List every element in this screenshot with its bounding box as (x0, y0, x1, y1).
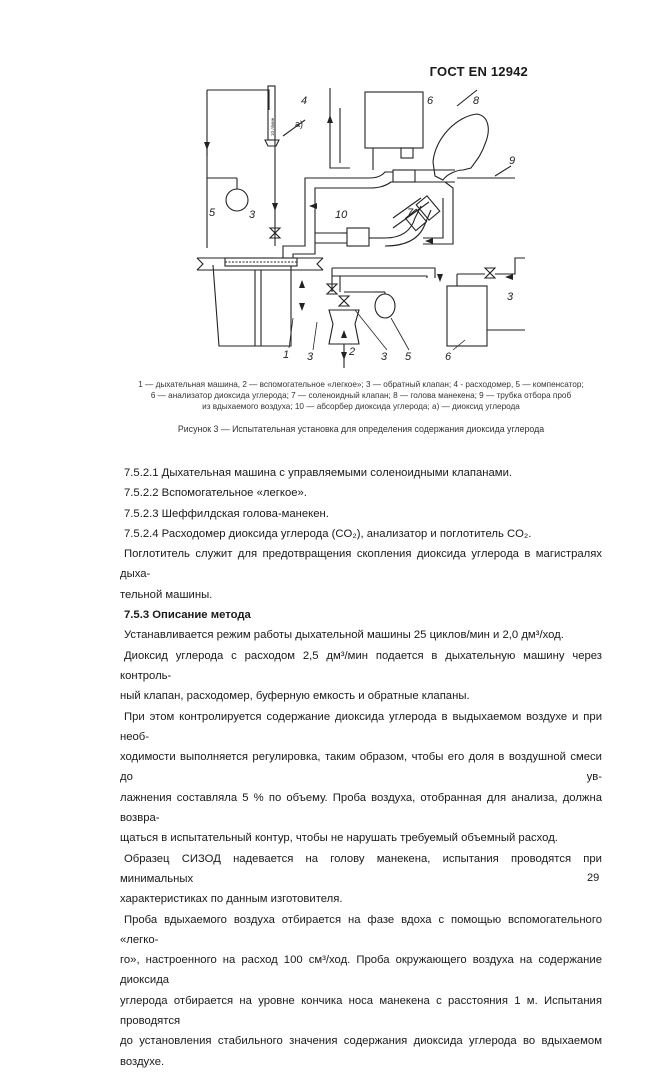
label-4: 4 (301, 95, 308, 107)
paragraph-5-line-2: го», настроенного на расход 100 см³/ход. Проба окружающего воздуха на содержание диоксида (120, 954, 602, 987)
label-6-top: 6 (427, 95, 434, 107)
paragraph-4-line-2: характеристиках по данным изготовителя. (120, 893, 343, 906)
paragraph-4-line-1: Образец СИЗОД надевается на голову манекена, испытания проводятся при минимальных (120, 852, 602, 885)
co2-absorber (347, 228, 369, 246)
paragraph-5-line-1: Проба вдыхаемого воздуха отбирается на фазе вдоха с помощью вспомогательного «легко- (120, 913, 602, 946)
item-7-5-2-2: 7.5.2.2 Вспомогательное «легкое». (124, 487, 307, 500)
label-3-b: 3 (381, 351, 388, 363)
co2-top-line (207, 90, 269, 110)
legend-line-2: 6 — анализатор диоксида углерода; 7 — соленоидный клапан; 8 — голова манекена; 9 — трубка отбора проб (150, 391, 572, 400)
legend-line-1: 1 — дыхательная машина, 2 — вспомогательное «легкое»; 3 — обратный клапан; 4 - расходомер, 5 — компенсатор; (138, 380, 584, 389)
absorber-paragraph-line-2: тельной машины. (120, 588, 213, 601)
label-10: 10 (335, 209, 348, 221)
label-9: 9 (509, 155, 516, 167)
compensator-right (375, 294, 395, 318)
page-number: 29 (587, 872, 600, 884)
auxiliary-lung (329, 310, 359, 344)
breathing-machine (213, 265, 291, 346)
label-8: 8 (473, 95, 480, 107)
analyzer-top (365, 92, 423, 148)
document-body (120, 463, 602, 1072)
check-valve-right (485, 268, 495, 278)
paragraph-5-line-3: углерода отбирается на уровне кончика носа манекена с расстояния 1 м. Испытания проводятся (120, 994, 602, 1028)
paragraph-1: Устанавливается режим работы дыхательной машины 25 циклов/мин и 2,0 дм³/ход. (124, 629, 564, 642)
absorber-paragraph-line-1: Поглотитель служит для предотвращения скопления диоксида углерода в магистралях дыха- (120, 548, 602, 581)
label-5-right: 5 (405, 351, 412, 363)
paragraph-3-line-1: При этом контролируется содержание диоксида углерода в выдыхаемом воздухе и при необ- (120, 710, 602, 743)
paragraph-5-line-4: до установления стабильного значения содержания диоксида углерода во вдыхаемом воздухе. (120, 1035, 602, 1068)
item-7-5-2-3: 7.5.2.3 Шеффилдская голова-манекен. (124, 507, 329, 520)
flowmeter-base (265, 140, 279, 146)
solenoid-valve-top (393, 170, 415, 182)
label-2: 2 (349, 346, 356, 358)
paragraph-3-line-3: лажнения составляла 5 % по объему. Проба воздуха, отобранная для анализа, должна возвра- (120, 791, 602, 825)
item-7-5-2-4: 7.5.2.4 Расходомер диоксида углерода (CO₂), анализатор и поглотитель CO₂. (124, 527, 532, 540)
analyzer-bottom (447, 286, 487, 346)
item-7-5-2-1: 7.5.2.1 Дыхательная машина с управляемыми соленоидными клапанами. (124, 467, 513, 479)
paragraph-2-line-2: ный клапан, расходомер, буферную емкость и обратные клапаны. (120, 690, 470, 703)
paragraph-2-line-1: Диоксид углерода с расходом 2,5 дм³/мин подается в дыхательную машину через контроль- (120, 649, 602, 682)
paragraph-3-line-4: щаться в испытательный контур, чтобы не нарушать требуемый объемный расход. (120, 832, 558, 845)
label-3-a: 3 (307, 351, 314, 363)
paragraph-3-line-2: ходимости выполняется регулировка, таким образом, чтобы его доля в воздушной смеси до ув- (120, 751, 602, 784)
label-3-right: 3 (507, 291, 514, 303)
figure-title: Рисунок 3 — Испытательная установка для определения содержания диоксида углерода (177, 424, 545, 434)
label-6-bottom: 6 (445, 351, 452, 363)
label-1: 1 (283, 349, 290, 361)
label-3-left: 3 (249, 209, 256, 221)
label-5-left: 5 (209, 207, 216, 219)
section-heading: 7.5.3 Описание метода (124, 609, 251, 622)
compensator-left (226, 189, 248, 211)
label-7: 7 (407, 207, 414, 219)
legend-line-3: из вдыхаемого воздуха; 10 — абсорбер диоксида углерода; а) — диоксид углерода (202, 402, 520, 411)
test-setup-diagram (195, 78, 530, 368)
label-a: а) (295, 119, 304, 129)
check-valve-center-b (339, 296, 349, 306)
document-code: ГОСТ EN 12942 (429, 64, 528, 79)
flowmeter-scale-text: 10 л/мин (270, 117, 275, 136)
